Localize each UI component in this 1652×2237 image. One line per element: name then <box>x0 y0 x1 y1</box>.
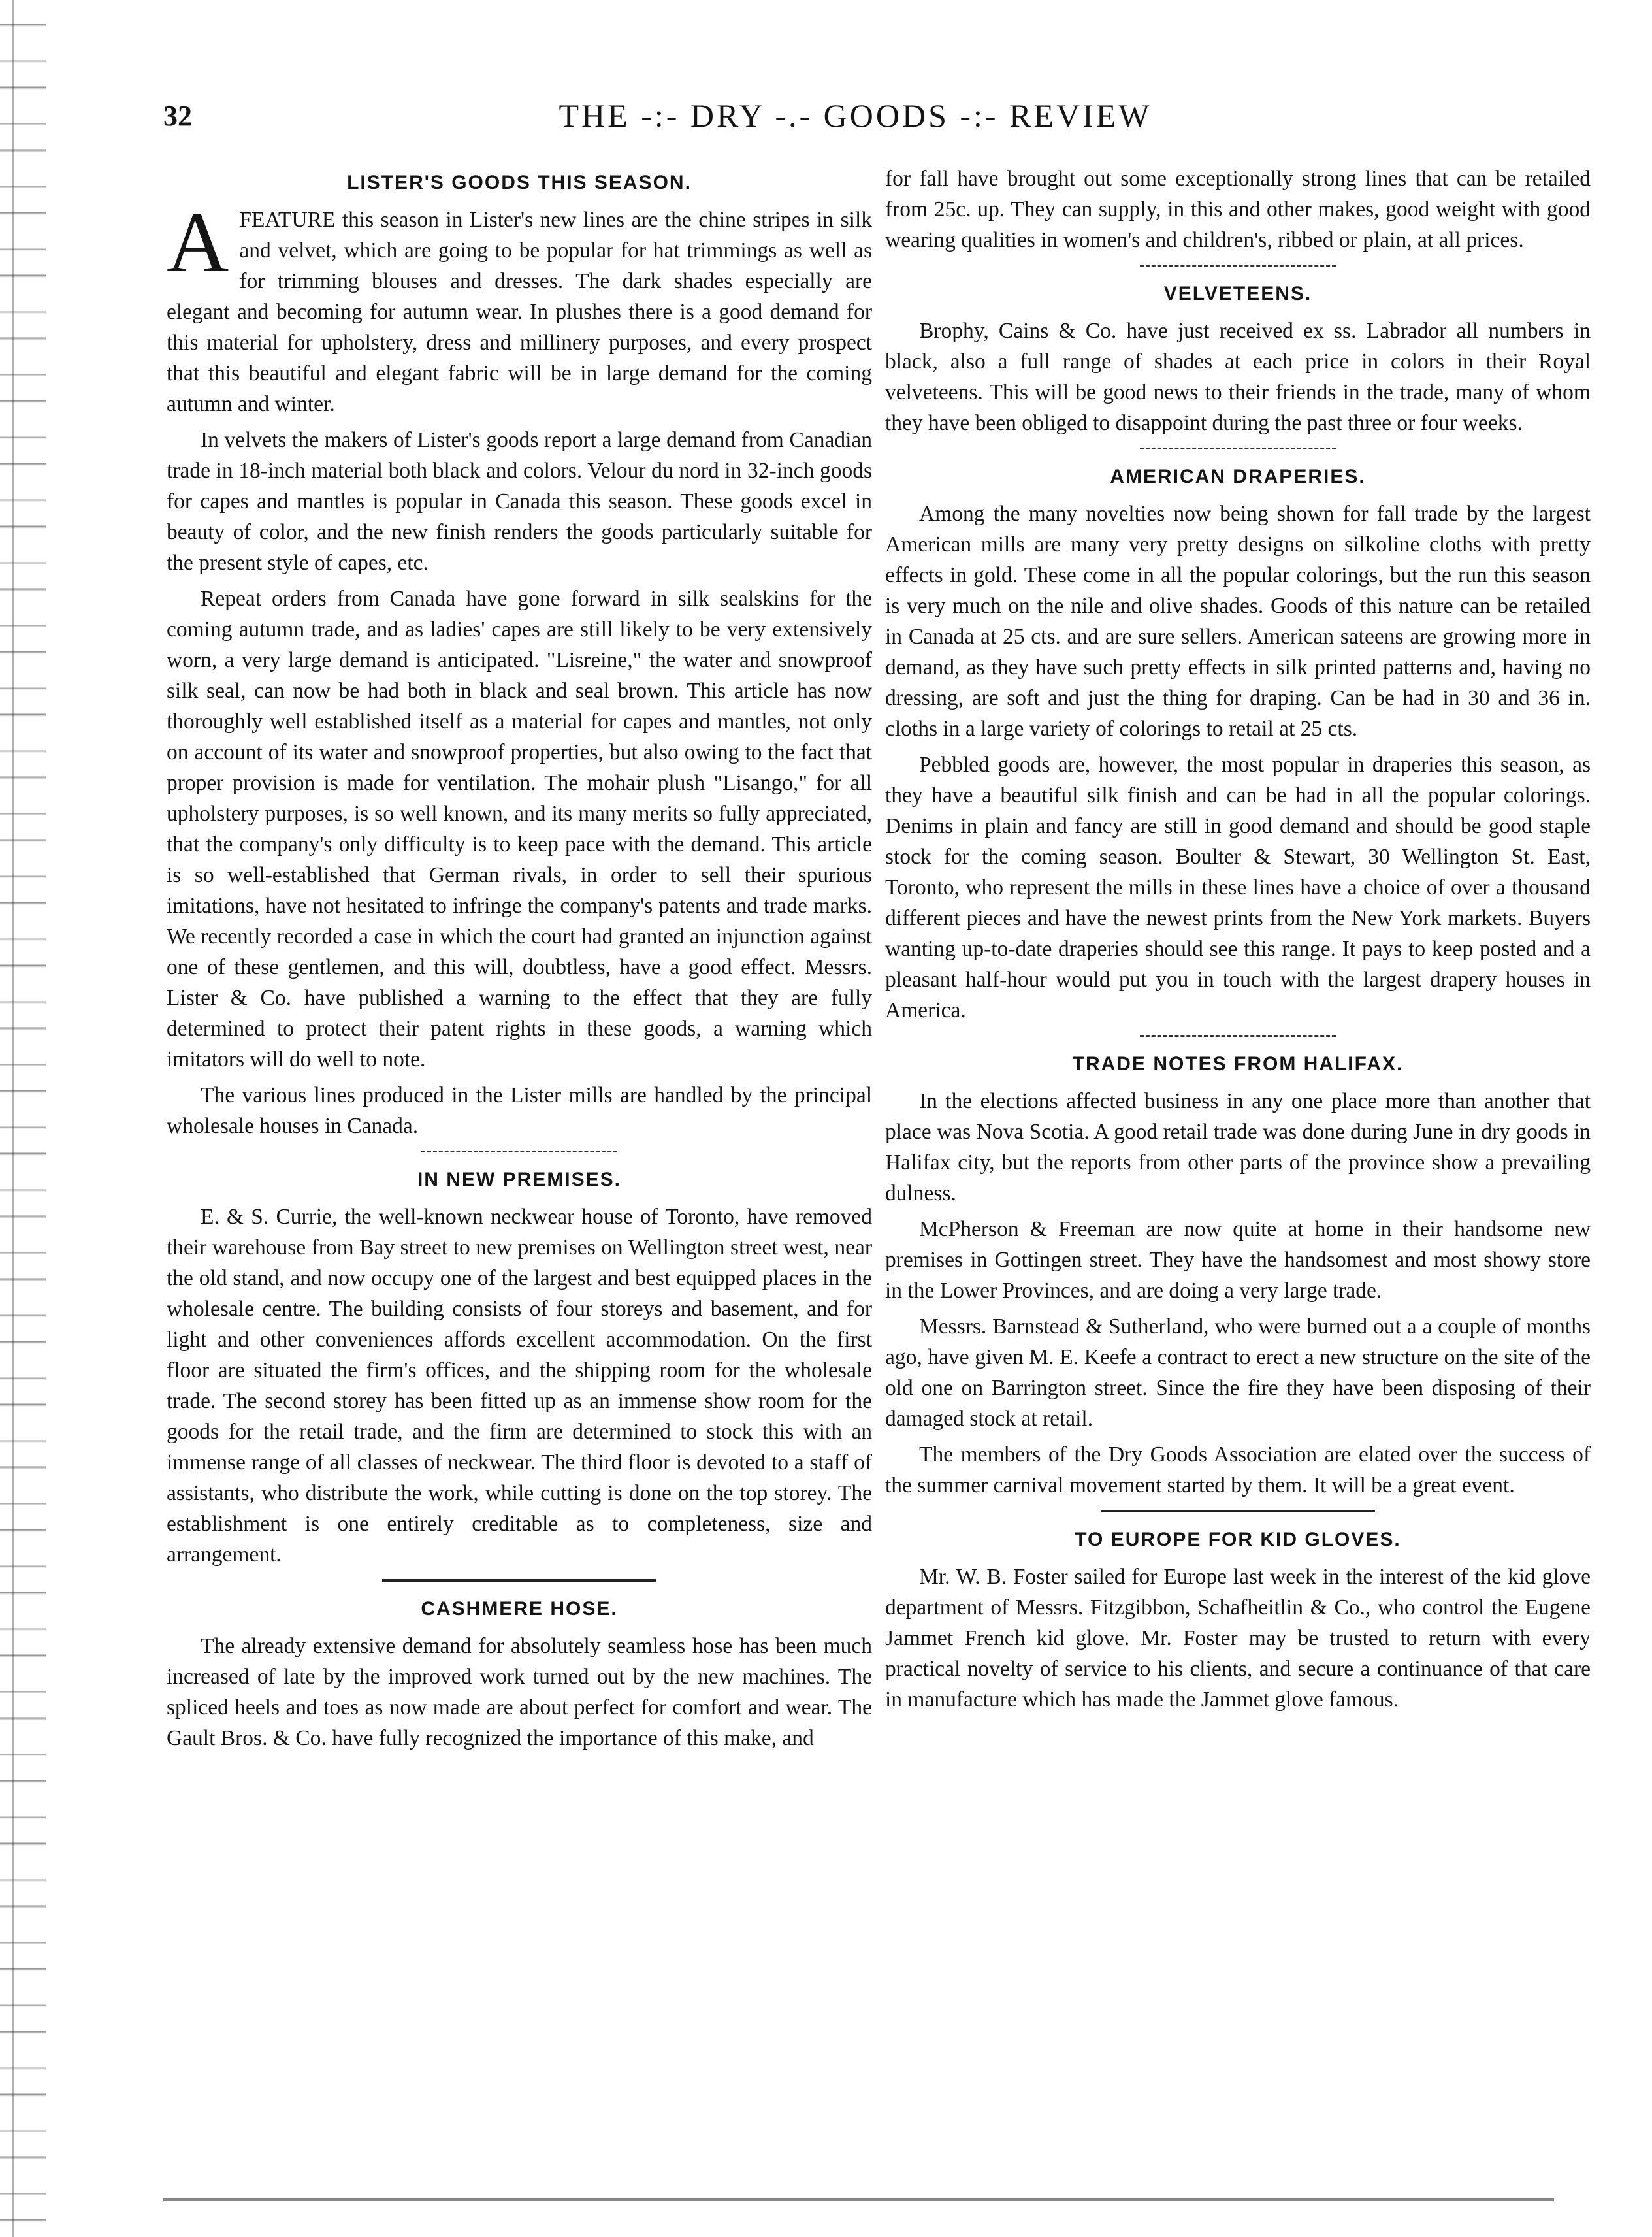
article-headline: VELVETEENS. <box>1163 283 1312 304</box>
article-headline: IN NEW PREMISES. <box>417 1169 622 1190</box>
section-divider <box>1140 1035 1336 1037</box>
article-paragraph: Messrs. Barnstead & Sutherland, who were burned out a a couple of months ago, have given M. E. Keefe a contract to erect a new structure on the site of the old one on Barrington street. Since the fire they have been disposing of their damaged stock at retail. <box>885 1314 1591 1431</box>
article-cashmere-hose <box>167 1593 872 1754</box>
drop-cap: A <box>167 194 229 290</box>
article-american-draperies <box>885 461 1591 1026</box>
article-paragraph: The already extensive demand for absolutely seamless hose has been much increased of late by the improved work turned out by the new machines. The spliced heels and toes as now made are about perfect for comfort and wear. The Gault Bros. & Co. have fully recognized the importance of this make, and <box>167 1634 872 1750</box>
article-paragraph: Repeat orders from Canada have gone forward in silk sealskins for the coming autumn trade, and as ladies' capes are still likely to be very extensively worn, a very large demand is anticipated. "Lisreine," the water and snowproof silk seal, can now be had both in black and seal brown. This article has now thoroughly well established itself as a material for capes and mantles, not only on account of its water and snowproof properties, but also owing to the fact that proper provision is made for ventilation. The mohair plush "Lisango," for all upholstery purposes, is so well known, and its many merits so fully appreciated, that the company's only difficulty is to keep pace with the demand. This article is so well-established that German rivals, in order to sell their spurious imitations, have not hesitated to infringe the company's patents and trade marks. We recently recorded a case in which the court had granted an injunction against one of these gentlemen, and this will, doubtless, have a good effect. Messrs. Lister & Co. have published a warning to the effect that they are fully determined to protect their patent rights in these goods, a warning which imitators will do well to note. <box>167 587 872 1071</box>
article-paragraph: McPherson & Freeman are now quite at home in their handsome new premises in Gottingen street. They have the handsomest and most showy store in the Lower Provinces, and are doing a very large trade. <box>885 1217 1591 1303</box>
section-divider <box>1140 265 1336 267</box>
article-velveteens <box>885 278 1591 438</box>
article-paragraph: In the elections affected business in any one place more than another that place was Nova Scotia. A good retail trade was done during June in dry goods in Halifax city, but the reports from other parts of the province show a prevailing dulness. <box>885 1089 1591 1205</box>
article-paragraph: Among the many novelties now being shown for fall trade by the largest American mills are many very pretty designs on silkoline cloths with pretty effects in gold. These come in all the popular colorings, but the run this season is very much on the nile and olive shades. Goods of this nature can be retailed in Canada at 25 cts. and are sure sellers. American sateens are growing more in demand, as they have such pretty effects in silk printed patterns and, having no dressing, are soft and just the thing for draping. Can be had in 30 and 36 in. cloths in a large variety of colorings to retail at 25 cts. <box>885 502 1591 741</box>
article-headline: AMERICAN DRAPERIES. <box>1110 466 1366 487</box>
page-number: 32 <box>163 100 192 132</box>
article-new-premises <box>167 1164 872 1570</box>
article-paragraph: Pebbled goods are, however, the most popular in draperies this season, as they have a beautiful silk finish and can be had in all the popular colorings. Denims in plain and fancy are still in good demand and should be good staple stock for the coming season. Boulter & Stewart, 30 Wellington St. East, Toronto, who represent the mills in these lines have a choice of over a thousand different pieces and have the newest prints from the New York markets. Buyers wanting up-to-date draperies should see this range. It pays to keep posted and a pleasant half-hour would put you in touch with the largest drapery houses in America. <box>885 753 1591 1022</box>
article-headline: TRADE NOTES FROM HALIFAX. <box>1072 1053 1404 1075</box>
article-kid-gloves <box>885 1524 1591 1715</box>
article-headline: TO EUROPE FOR KID GLOVES. <box>1075 1529 1401 1550</box>
binding-edge-line <box>12 0 14 2237</box>
article-headline: CASHMERE HOSE. <box>421 1598 618 1620</box>
article-paragraph: for fall have brought out some exceptionally strong lines that can be retailed from 25c. up. They can supply, in this and other makes, good weight with good wearing qualities in women's and children's, ribbed or plain, at all prices. <box>885 167 1591 252</box>
article-paragraph: Mr. W. B. Foster sailed for Europe last week in the interest of the kid glove department of Messrs. Fitzgibbon, Schafheitlin & Co., who control the Eugene Jammet French kid glove. Mr. Foster may be trusted to return with every practical novelty of service to his clients, and secure a continuance of that care in manufacture which has made the Jammet glove famous. <box>885 1565 1591 1712</box>
article-paragraph: In velvets the makers of Lister's goods report a large demand from Canadian trade in 18-inch material both black and colors. Velour du nord in 32-inch goods for capes and mantles is popular in Canada this season. These goods excel in beauty of color, and the new finish renders the goods particularly suitable for the present style of capes, etc. <box>167 428 872 575</box>
article-headline: LISTER'S GOODS THIS SEASON. <box>347 172 692 193</box>
article-paragraph <box>167 194 872 419</box>
article-paragraph: The members of the Dry Goods Association are elated over the success of the summer carnival movement started by them. It will be a great event. <box>885 1443 1591 1497</box>
page-bottom-rule <box>163 2198 1554 2201</box>
article-listers-goods <box>167 167 872 1141</box>
section-divider <box>1140 448 1336 449</box>
article-paragraph: Brophy, Cains & Co. have just received ex ss. Labrador all numbers in black, also a full range of shades at each price in colors in their Royal velveteens. This will be good news to their friends in the trade, many of whom they have been obliged to disappoint during the past three or four weeks. <box>885 319 1591 435</box>
scanned-page-edge <box>0 0 46 2237</box>
article-paragraph: The various lines produced in the Lister mills are handled by the principal wholesale houses in Canada. <box>167 1083 872 1138</box>
article-paragraph: E. & S. Currie, the well-known neckwear house of Toronto, have removed their warehouse from Bay street to new premises on Wellington street west, near the old stand, and now occupy one of the largest and best equipped places in the wholesale centre. The building consists of four storeys and basement, and for light and other conveniences affords excellent accommodation. On the first floor are situated the firm's offices, and the shipping room for the wholesale trade. The second storey has been fitted up as an immense show room for the goods for the retail trade, and the firm are determined to stock this with an immense range of all classes of neckwear. The third floor is devoted to a staff of assistants, who distribute the work, while cutting is done on the top storey. The establishment is one entirely creditable as to completeness, size and arrangement. <box>167 1205 872 1567</box>
section-divider <box>1101 1510 1375 1512</box>
section-divider <box>382 1579 656 1582</box>
article-continuation <box>885 163 1591 255</box>
right-column <box>885 163 1591 1720</box>
left-column <box>167 163 872 1759</box>
page-header <box>163 91 1547 150</box>
paragraph-text: FEATURE this season in Lister's new lines are the chine stripes in silk and velvet, which are going to be popular for hat trimmings as well as for trimming blouses and dresses. The dark shades especially are elegant and becoming for autumn wear. In plushes there is a good demand for this material for upholstery, dress and millinery purposes, and every prospect that this beautiful and elegant fabric will be in large demand for the coming autumn and winter. <box>167 208 872 416</box>
section-divider <box>421 1151 617 1152</box>
journal-title: THE -:- DRY -.- GOODS -:- REVIEW <box>559 97 1152 134</box>
article-halifax <box>885 1049 1591 1501</box>
